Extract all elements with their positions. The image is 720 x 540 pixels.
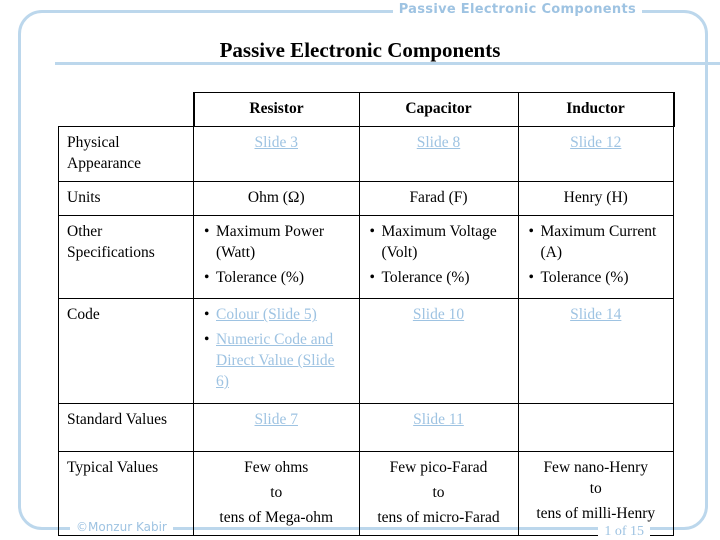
link-numeric-code[interactable]: Numeric Code and Direct Value (Slide 6)	[216, 331, 335, 391]
resistor-specs-list	[202, 222, 351, 289]
list-item: • Maximum Voltage (Volt)	[382, 222, 510, 264]
link-resistor-standard[interactable]: Slide 7	[254, 411, 298, 429]
row-other-specifications	[59, 215, 674, 299]
row-code	[59, 299, 674, 404]
link-capacitor-standard[interactable]: Slide 11	[413, 411, 464, 429]
typical-line: to	[432, 484, 445, 502]
slide-title: Passive Electronic Components	[219, 38, 501, 62]
link-inductor-appearance[interactable]: Slide 12	[570, 133, 622, 151]
inductor-standard-empty	[518, 404, 674, 452]
table-header-row	[59, 93, 674, 127]
list-item	[216, 305, 351, 326]
capacitor-units: Farad (F)	[359, 181, 518, 215]
typical-line: Few nano-Henry	[543, 459, 649, 477]
inductor-units: Henry (H)	[518, 181, 674, 215]
row-standard-values	[59, 404, 674, 452]
list-item: • Tolerance (%)	[382, 268, 510, 289]
row-label-code: Code	[59, 299, 194, 404]
capacitor-typical	[359, 452, 518, 536]
col-header-inductor: Inductor	[518, 93, 674, 127]
list-item: • Tolerance (%)	[541, 268, 666, 289]
capacitor-specs-list	[368, 222, 510, 289]
typical-line: tens of Mega-ohm	[219, 508, 334, 526]
row-label-standard: Standard Values	[59, 404, 194, 452]
footer-page-number: 1 of 15	[598, 524, 650, 540]
header-banner-title: Passive Electronic Components	[393, 2, 642, 17]
link-capacitor-code[interactable]: Slide 10	[412, 306, 465, 324]
col-header-capacitor: Capacitor	[359, 93, 518, 127]
row-label-other: Other Specifications	[59, 215, 194, 299]
list-item: • Tolerance (%)	[216, 268, 351, 289]
resistor-code-list	[202, 305, 351, 393]
typical-line: Few pico-Farad	[389, 459, 488, 477]
typical-line: to	[270, 484, 283, 502]
inductor-typical	[518, 452, 674, 536]
link-capacitor-appearance[interactable]: Slide 8	[416, 133, 461, 151]
resistor-typical	[194, 452, 360, 536]
link-inductor-code[interactable]: Slide 14	[570, 306, 622, 324]
typical-line: tens of milli-Henry	[536, 504, 656, 522]
list-item: • Maximum Power (Watt)	[216, 222, 351, 264]
typical-line: to	[589, 480, 602, 498]
link-resistor-appearance[interactable]: Slide 3	[254, 133, 298, 151]
row-physical-appearance	[59, 126, 674, 181]
row-label-typical: Typical Values	[59, 452, 194, 536]
inductor-specs-list	[527, 222, 666, 289]
row-label-physical: Physical Appearance	[59, 126, 194, 181]
components-table	[58, 92, 675, 536]
table-corner-cell	[59, 93, 194, 127]
list-item: • Maximum Current (A)	[541, 222, 666, 264]
row-label-units: Units	[59, 181, 194, 215]
footer-author: ©Monzur Kabir	[70, 520, 173, 534]
row-units	[59, 181, 674, 215]
col-header-resistor: Resistor	[194, 93, 360, 127]
resistor-units: Ohm (Ω)	[194, 181, 360, 215]
list-item	[216, 330, 351, 393]
typical-line: tens of micro-Farad	[377, 508, 500, 526]
typical-line: Few ohms	[244, 459, 309, 477]
link-colour-code[interactable]: Colour (Slide 5)	[216, 306, 317, 324]
